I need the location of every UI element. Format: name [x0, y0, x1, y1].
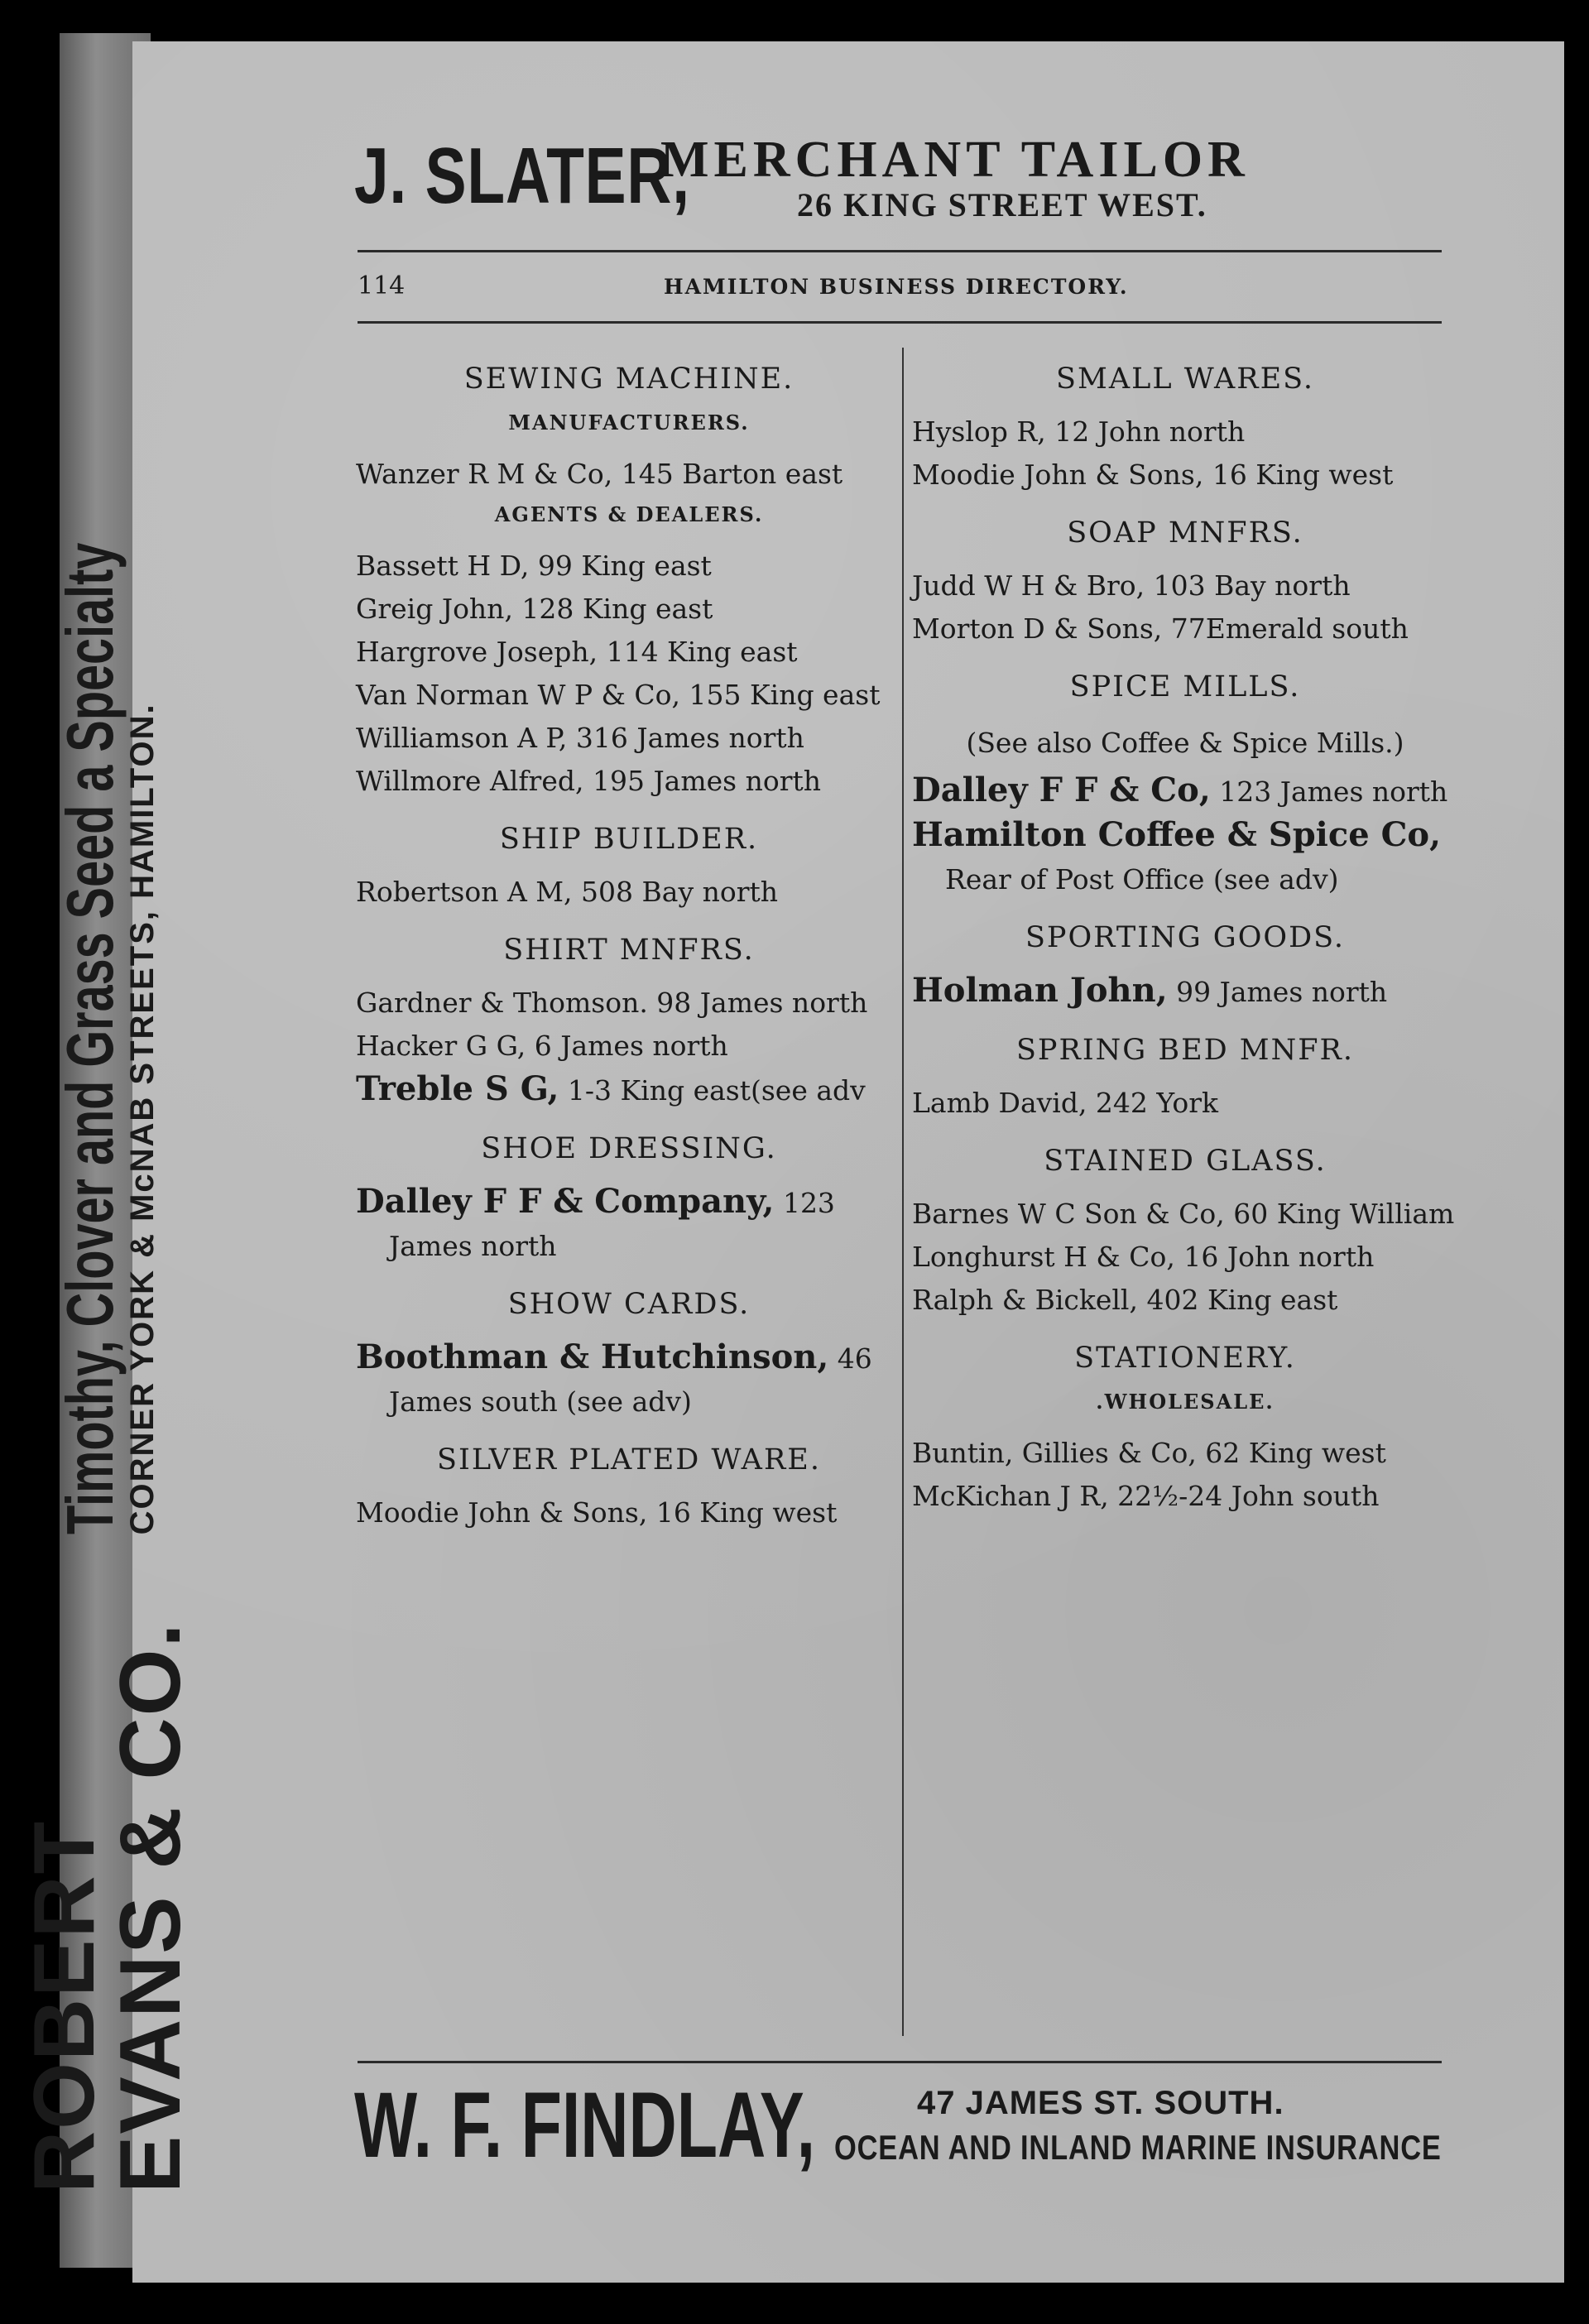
- entry-name-bold: Treble S G,: [356, 1069, 559, 1108]
- right-column: [912, 348, 1458, 2036]
- directory-entry: [356, 717, 902, 760]
- entry-text: Williamson A P, 316 James north: [356, 722, 804, 754]
- entry-text: Wanzer R M & Co, 145 Barton east: [356, 458, 843, 490]
- entry-text: 1-3 King east(see adv: [559, 1074, 866, 1107]
- directory-entry: [356, 1491, 902, 1534]
- header-advertisement: [354, 126, 1455, 233]
- directory-entry: [912, 607, 1458, 651]
- entry-name-bold: Hamilton Coffee & Spice Co,: [912, 815, 1442, 854]
- footer-advertisement: [354, 2065, 1455, 2189]
- entry-text: McKichan J R, 22½-24 John south: [912, 1480, 1380, 1512]
- header-ad-name: J. SLATER,: [354, 132, 690, 220]
- directory-entry: [912, 1432, 1458, 1475]
- entry-text: Ralph & Bickell, 402 King east: [912, 1284, 1338, 1316]
- entry-text: Willmore Alfred, 195 James north: [356, 765, 821, 797]
- directory-entry: [356, 1336, 902, 1424]
- running-head: [358, 271, 1450, 305]
- directory-entry: [356, 1025, 902, 1068]
- section-heading: SOAP MNFRS.: [1067, 516, 1303, 550]
- entry-text: Hyslop R, 12 John north: [912, 415, 1246, 448]
- entry-text: Greig John, 128 King east: [356, 593, 713, 625]
- header-ad-address: 26 KING STREET WEST.: [797, 186, 1207, 223]
- directory-entry: [912, 969, 1458, 1014]
- entry-text: Judd W H & Bro, 103 Bay north: [912, 569, 1351, 602]
- footer-ad-address: 47 JAMES ST. SOUTH.: [917, 2085, 1284, 2121]
- directory-entry: [912, 564, 1458, 607]
- column-divider: [902, 348, 904, 2036]
- entry-text: Bassett H D, 99 King east: [356, 550, 712, 582]
- entry-text: Longhurst H & Co, 16 John north: [912, 1241, 1375, 1273]
- section-subheading: MANUFACTURERS.: [508, 411, 750, 435]
- section-subheading: AGENTS & DEALERS.: [494, 502, 764, 526]
- section-subheading: .WHOLESALE.: [1096, 1390, 1275, 1414]
- entry-name-bold: Dalley F F & Co,: [912, 771, 1211, 809]
- section-heading: SEWING MACHINE.: [463, 363, 794, 396]
- section-heading: SPRING BED MNFR.: [1015, 1034, 1355, 1067]
- section-heading: SHIP BUILDER.: [499, 823, 759, 856]
- entry-name-bold: Holman John,: [912, 971, 1168, 1010]
- entry-text: 99 James north: [1167, 976, 1388, 1008]
- header-ad-trade: MERCHANT TAILOR: [660, 132, 1250, 188]
- section-heading: SPORTING GOODS.: [1025, 921, 1346, 954]
- directory-entry: [912, 454, 1458, 497]
- directory-entry: [912, 814, 1458, 901]
- directory-entry: [912, 411, 1458, 454]
- header-rule: [358, 250, 1442, 252]
- side-ad-tagline: Timothy, Clover and Grass Seed a Specialty: [53, 543, 127, 1535]
- directory-entry: [356, 453, 902, 496]
- entry-text: Van Norman W P & Co, 155 King east: [356, 679, 881, 711]
- directory-entry: [356, 631, 902, 674]
- footer-rule: [358, 2061, 1442, 2063]
- section-heading: SMALL WARES.: [1056, 363, 1314, 396]
- entry-name-bold: Boothman & Hutchinson,: [356, 1337, 829, 1376]
- directory-entry: [912, 1475, 1458, 1518]
- directory-entry: [912, 1193, 1458, 1236]
- section-heading: SPICE MILLS.: [1069, 670, 1301, 703]
- running-head-title: HAMILTON BUSINESS DIRECTORY.: [664, 275, 1129, 299]
- side-ad-name: ROBERT EVANS & CO.: [17, 1621, 199, 2193]
- directory-entry: [912, 769, 1458, 814]
- directory-entry: [912, 1279, 1458, 1322]
- page-number: 114: [358, 271, 406, 300]
- directory-entry: [356, 545, 902, 588]
- entry-text: Lamb David, 242 York: [912, 1087, 1218, 1119]
- entry-text: Buntin, Gillies & Co, 62 King west: [912, 1437, 1386, 1469]
- section-note: (See also Coffee & Spice Mills.): [966, 727, 1404, 759]
- running-head-rule: [358, 321, 1442, 324]
- entry-name-bold: Dalley F F & Company,: [356, 1182, 775, 1221]
- left-column: [356, 348, 902, 2036]
- entry-text: 123 James north: [1210, 775, 1448, 808]
- section-heading: SHIRT MNFRS.: [503, 934, 755, 967]
- entry-text: Moodie John & Sons, 16 King west: [356, 1496, 838, 1529]
- section-heading: SHOW CARDS.: [507, 1288, 751, 1321]
- footer-ad-business: OCEAN AND INLAND MARINE INSURANCE: [834, 2128, 1442, 2167]
- directory-entry: [356, 871, 902, 914]
- footer-ad-name: W. F. FINDLAY,: [354, 2073, 816, 2177]
- side-advertisement: [17, 157, 199, 2193]
- directory-entry: [356, 1068, 902, 1112]
- section-heading: SILVER PLATED WARE.: [437, 1443, 821, 1477]
- side-ad-text-stack: [55, 157, 160, 1534]
- entry-text: 123 James north: [389, 1187, 835, 1262]
- entry-text: Hacker G G, 6 James north: [356, 1030, 728, 1062]
- directory-entry: [912, 1236, 1458, 1279]
- entry-text: 46 James south (see adv): [389, 1342, 872, 1418]
- entry-text: Morton D & Sons, 77Emerald south: [912, 612, 1409, 645]
- directory-entry: [356, 760, 902, 803]
- section-heading: STATIONERY.: [1074, 1342, 1296, 1375]
- directory-entry: [356, 982, 902, 1025]
- directory-entry: [356, 1180, 902, 1268]
- entry-text: Barnes W C Son & Co, 60 King William: [912, 1198, 1455, 1230]
- entry-text: Moodie John & Sons, 16 King west: [912, 459, 1394, 491]
- directory-entry: [356, 588, 902, 631]
- section-heading: STAINED GLASS.: [1044, 1145, 1327, 1178]
- section-heading: SHOE DRESSING.: [481, 1132, 777, 1165]
- directory-entry: [912, 1082, 1458, 1125]
- entry-text: Robertson A M, 508 Bay north: [356, 876, 778, 908]
- directory-entry: [356, 674, 902, 717]
- entry-text: Hargrove Joseph, 114 King east: [356, 636, 798, 668]
- entry-text: Rear of Post Office (see adv): [945, 863, 1339, 896]
- side-ad-address: CORNER YORK & McNAB STREETS, HAMILTON.: [124, 703, 161, 1535]
- entry-text: Gardner & Thomson. 98 James north: [356, 987, 868, 1019]
